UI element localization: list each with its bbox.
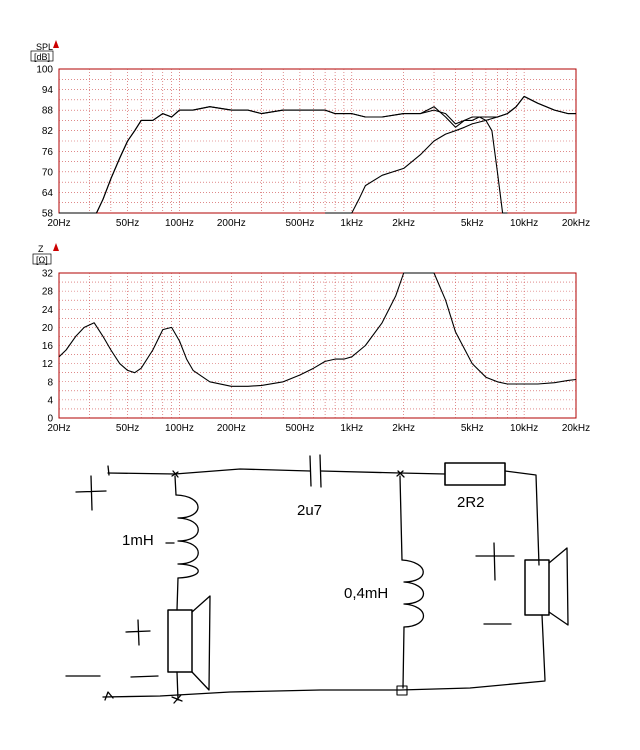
spl-grid (59, 69, 576, 213)
minus-mark-woofer (135, 673, 136, 675)
crossover-schematic (66, 455, 568, 703)
spl-series-sum (59, 96, 576, 213)
capacitor-plate-1 (310, 456, 311, 486)
woofer-magnet (168, 610, 192, 672)
spl-y-tick-label: 64 (41, 187, 53, 199)
z-x-tick-label: 500Hz (285, 423, 315, 434)
spl-series (59, 96, 576, 213)
z-y-tick-label: 24 (41, 304, 53, 316)
left-vertical-bottom (177, 578, 178, 610)
spl-x-tick-label: 1kHz (340, 218, 364, 229)
minus-mark-input (70, 673, 71, 675)
spl-y-tick-label: 88 (41, 105, 53, 117)
z-y-tick-label: 8 (47, 377, 53, 389)
z-series (59, 273, 576, 386)
left-vertical-top (175, 476, 176, 495)
plus-mark-input (82, 489, 83, 491)
spl-y-arrow (53, 40, 59, 48)
minus-mark-woofer-line (131, 676, 158, 677)
z-y-tick-label: 4 (47, 395, 53, 407)
spl-y-tick-label: 100 (36, 64, 53, 76)
inductor-1mh (176, 495, 198, 578)
spl-y-tick-label: 94 (41, 85, 53, 97)
spl-series-tweeter (325, 96, 576, 213)
spl-x-tick-label: 2kHz (392, 218, 416, 229)
top-wire-3 (505, 471, 539, 565)
spl-x-tick-label: 200Hz (216, 218, 246, 229)
z-y-tick-label: 32 (41, 268, 53, 280)
mid-vertical-bottom (403, 627, 404, 688)
spl-x-tick-label: 20Hz (47, 218, 71, 229)
bottom-node-left (172, 695, 182, 703)
spl-x-tick-label: 20kHz (561, 218, 591, 229)
z-x-tick-label: 50Hz (115, 423, 140, 434)
z-tick-labels (42, 269, 590, 435)
z-yunit: [Ω] (36, 255, 48, 265)
z-x-tick-label: 20Hz (47, 423, 71, 434)
tweeter-cone (549, 548, 568, 625)
z-ylabel: Z (38, 244, 44, 254)
spl-tick-labels (36, 65, 590, 230)
z-x-tick-label: 5kHz (460, 423, 484, 434)
plus-mark-tweeter (486, 552, 487, 554)
spl-y-tick-label: 58 (41, 208, 53, 220)
spl-y-tick-label: 70 (41, 167, 53, 179)
z-y-tick-label: 16 (41, 341, 53, 352)
plus-mark-input-line (76, 476, 106, 510)
inductor-04mh-label: 0,4mH (344, 585, 389, 602)
spl-y-tick-label: 76 (41, 146, 53, 158)
impedance-chart (33, 243, 590, 434)
spl-x-tick-label: 5kHz (460, 218, 484, 229)
woofer-lead-bottom (177, 672, 178, 700)
z-x-tick-label: 100Hz (165, 423, 194, 434)
z-y-tick-label: 12 (41, 359, 53, 371)
plus-mark-tweeter-line (476, 543, 514, 580)
tweeter-lead-bottom (542, 615, 545, 680)
spl-x-tick-label: 100Hz (165, 218, 194, 229)
resistor-label: 2R2 (457, 494, 485, 511)
z-y-tick-label: 28 (41, 286, 53, 298)
capacitor-label: 2u7 (297, 502, 323, 519)
z-grid (59, 273, 576, 418)
bottom-start-hook (105, 692, 113, 700)
resistor-body (445, 463, 505, 485)
minus-mark-tweeter (488, 621, 489, 623)
inductor-04mh (402, 560, 424, 627)
capacitor-plate-2 (320, 455, 321, 487)
bottom-wire (103, 681, 545, 697)
woofer-cone (192, 596, 210, 690)
tweeter-magnet (525, 560, 549, 615)
inductor-1mh-label: 1mH (122, 532, 154, 549)
top-wire-2 (321, 471, 445, 474)
plus-mark-woofer (130, 628, 131, 630)
spl-chart (31, 40, 590, 229)
z-y-tick-label: 0 (47, 413, 53, 425)
spl-x-tick-label: 50Hz (115, 218, 140, 229)
z-x-tick-label: 20kHz (561, 423, 591, 434)
z-x-tick-label: 1kHz (340, 423, 364, 434)
z-series-impedance (59, 273, 576, 386)
spl-x-tick-label: 10kHz (509, 218, 539, 229)
z-x-tick-label: 2kHz (392, 423, 416, 434)
z-y-tick-label: 20 (41, 322, 53, 334)
spl-y-tick-label: 82 (41, 126, 53, 138)
z-y-arrow (53, 243, 59, 251)
top-wire (108, 469, 310, 474)
plus-mark-woofer-line (126, 620, 150, 645)
z-x-tick-label: 200Hz (216, 423, 246, 434)
z-x-tick-label: 10kHz (509, 423, 539, 434)
spl-ylabel: SPL (36, 42, 54, 52)
mid-vertical-top (400, 476, 402, 560)
spl-x-tick-label: 500Hz (285, 218, 315, 229)
spl-yunit: [dB] (34, 52, 51, 62)
